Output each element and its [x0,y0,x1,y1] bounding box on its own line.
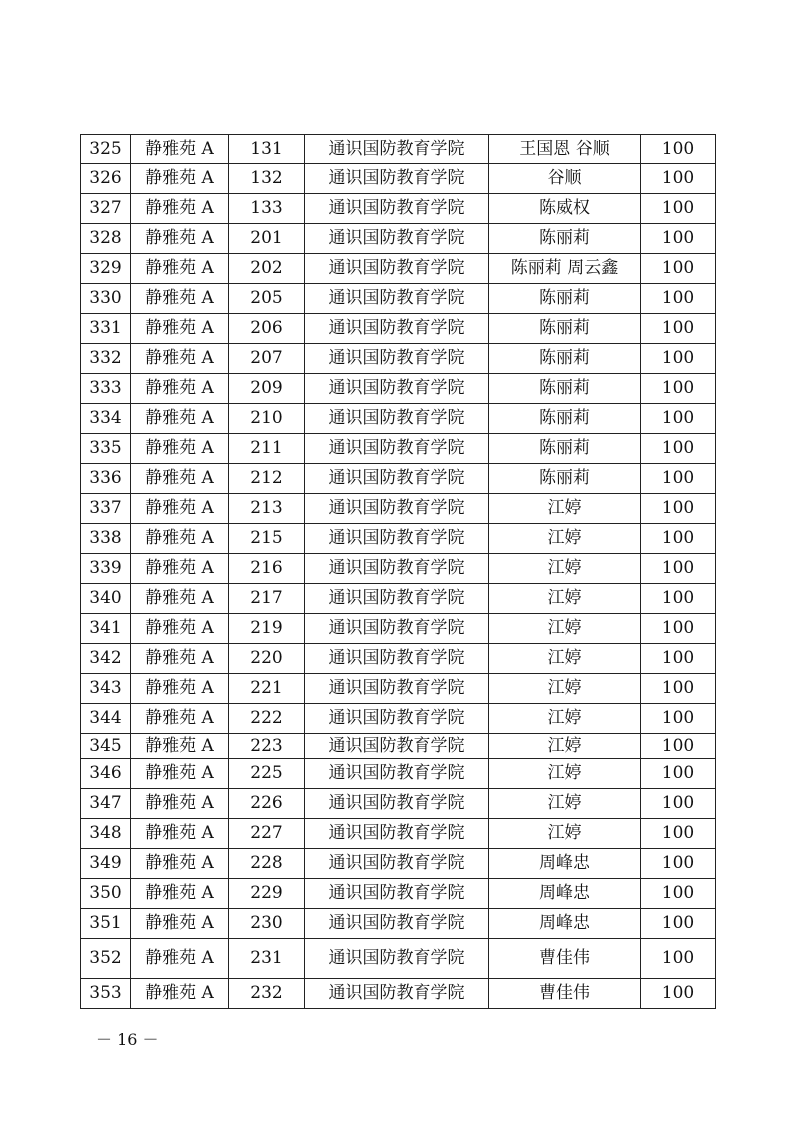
room-cell: 209 [229,374,305,404]
score-cell: 100 [641,254,716,284]
score-cell: 100 [641,644,716,674]
room-cell: 226 [229,789,305,819]
table-row [81,879,716,909]
room-cell: 222 [229,704,305,734]
name-cell: 江婷 [489,819,641,849]
table-row [81,734,716,759]
building-cell: 静雅苑 A [131,224,229,254]
seq-cell: 335 [81,434,131,464]
building-cell: 静雅苑 A [131,644,229,674]
table-row [81,614,716,644]
college-cell: 通识国防教育学院 [305,789,489,819]
room-cell: 223 [229,734,305,759]
table-row [81,939,716,979]
building-cell: 静雅苑 A [131,789,229,819]
room-cell: 131 [229,135,305,164]
score-cell: 100 [641,759,716,789]
name-cell: 江婷 [489,704,641,734]
table-row [81,464,716,494]
room-cell: 217 [229,584,305,614]
table-row [81,584,716,614]
room-cell: 216 [229,554,305,584]
score-cell: 100 [641,879,716,909]
room-cell: 132 [229,164,305,194]
name-cell: 江婷 [489,584,641,614]
college-cell: 通识国防教育学院 [305,254,489,284]
score-cell: 100 [641,374,716,404]
building-cell: 静雅苑 A [131,254,229,284]
table-row [81,434,716,464]
score-cell: 100 [641,135,716,164]
score-cell: 100 [641,344,716,374]
name-cell: 曹佳伟 [489,979,641,1009]
college-cell: 通识国防教育学院 [305,614,489,644]
college-cell: 通识国防教育学院 [305,704,489,734]
college-cell: 通识国防教育学院 [305,164,489,194]
room-cell: 206 [229,314,305,344]
building-cell: 静雅苑 A [131,284,229,314]
college-cell: 通识国防教育学院 [305,734,489,759]
table-row [81,674,716,704]
score-cell: 100 [641,554,716,584]
building-cell: 静雅苑 A [131,939,229,979]
seq-cell: 347 [81,789,131,819]
seq-cell: 330 [81,284,131,314]
college-cell: 通识国防教育学院 [305,644,489,674]
table-row [81,344,716,374]
room-cell: 230 [229,909,305,939]
college-cell: 通识国防教育学院 [305,909,489,939]
score-cell: 100 [641,224,716,254]
college-cell: 通识国防教育学院 [305,494,489,524]
score-cell: 100 [641,164,716,194]
building-cell: 静雅苑 A [131,554,229,584]
college-cell: 通识国防教育学院 [305,374,489,404]
name-cell: 陈丽莉 [489,224,641,254]
college-cell: 通识国防教育学院 [305,939,489,979]
building-cell: 静雅苑 A [131,909,229,939]
table-row [81,644,716,674]
score-cell: 100 [641,789,716,819]
name-cell: 江婷 [489,614,641,644]
seq-cell: 348 [81,819,131,849]
name-cell: 谷顺 [489,164,641,194]
score-cell: 100 [641,434,716,464]
room-cell: 220 [229,644,305,674]
seq-cell: 329 [81,254,131,284]
seq-cell: 339 [81,554,131,584]
table-row [81,554,716,584]
name-cell: 周峰忠 [489,849,641,879]
score-cell: 100 [641,584,716,614]
name-cell: 周峰忠 [489,909,641,939]
room-cell: 228 [229,849,305,879]
table-row [81,849,716,879]
seq-cell: 342 [81,644,131,674]
page-number: － 16 － [96,1030,159,1049]
name-cell: 陈丽莉 [489,404,641,434]
seq-cell: 351 [81,909,131,939]
college-cell: 通识国防教育学院 [305,344,489,374]
college-cell: 通识国防教育学院 [305,464,489,494]
college-cell: 通识国防教育学院 [305,879,489,909]
college-cell: 通识国防教育学院 [305,584,489,614]
building-cell: 静雅苑 A [131,879,229,909]
name-cell: 江婷 [489,759,641,789]
room-cell: 207 [229,344,305,374]
college-cell: 通识国防教育学院 [305,194,489,224]
table-row [81,704,716,734]
building-cell: 静雅苑 A [131,494,229,524]
table-row [81,524,716,554]
name-cell: 江婷 [489,644,641,674]
name-cell: 江婷 [489,554,641,584]
name-cell: 江婷 [489,789,641,819]
college-cell: 通识国防教育学院 [305,554,489,584]
table-row [81,909,716,939]
table-row [81,404,716,434]
name-cell: 陈丽莉 [489,464,641,494]
seq-cell: 343 [81,674,131,704]
score-cell: 100 [641,524,716,554]
seq-cell: 331 [81,314,131,344]
building-cell: 静雅苑 A [131,704,229,734]
seq-cell: 325 [81,135,131,164]
seq-cell: 353 [81,979,131,1009]
room-cell: 211 [229,434,305,464]
score-cell: 100 [641,464,716,494]
score-cell: 100 [641,404,716,434]
college-cell: 通识国防教育学院 [305,434,489,464]
room-cell: 215 [229,524,305,554]
seq-cell: 336 [81,464,131,494]
building-cell: 静雅苑 A [131,819,229,849]
score-cell: 100 [641,849,716,879]
name-cell: 江婷 [489,674,641,704]
score-cell: 100 [641,314,716,344]
seq-cell: 328 [81,224,131,254]
seq-cell: 326 [81,164,131,194]
room-cell: 232 [229,979,305,1009]
building-cell: 静雅苑 A [131,344,229,374]
table-row [81,494,716,524]
table-row [81,135,716,164]
score-cell: 100 [641,979,716,1009]
seq-cell: 340 [81,584,131,614]
name-cell: 王国恩 谷顺 [489,135,641,164]
table-row [81,284,716,314]
college-cell: 通识国防教育学院 [305,284,489,314]
building-cell: 静雅苑 A [131,194,229,224]
seq-cell: 337 [81,494,131,524]
name-cell: 陈丽莉 周云鑫 [489,254,641,284]
college-cell: 通识国防教育学院 [305,404,489,434]
seq-cell: 350 [81,879,131,909]
room-cell: 229 [229,879,305,909]
score-cell: 100 [641,674,716,704]
college-cell: 通识国防教育学院 [305,819,489,849]
college-cell: 通识国防教育学院 [305,759,489,789]
table-body [81,135,716,1009]
building-cell: 静雅苑 A [131,759,229,789]
table-row [81,164,716,194]
table-row [81,224,716,254]
room-cell: 225 [229,759,305,789]
name-cell: 陈丽莉 [489,434,641,464]
name-cell: 江婷 [489,734,641,759]
table-row [81,979,716,1009]
score-cell: 100 [641,704,716,734]
table-row [81,819,716,849]
seq-cell: 334 [81,404,131,434]
building-cell: 静雅苑 A [131,464,229,494]
score-cell: 100 [641,909,716,939]
name-cell: 陈威权 [489,194,641,224]
building-cell: 静雅苑 A [131,614,229,644]
table-row [81,374,716,404]
building-cell: 静雅苑 A [131,849,229,879]
seq-cell: 346 [81,759,131,789]
room-cell: 205 [229,284,305,314]
college-cell: 通识国防教育学院 [305,135,489,164]
building-cell: 静雅苑 A [131,524,229,554]
room-cell: 227 [229,819,305,849]
building-cell: 静雅苑 A [131,374,229,404]
table-row [81,789,716,819]
building-cell: 静雅苑 A [131,434,229,464]
college-cell: 通识国防教育学院 [305,314,489,344]
seq-cell: 349 [81,849,131,879]
college-cell: 通识国防教育学院 [305,674,489,704]
score-cell: 100 [641,734,716,759]
seq-cell: 345 [81,734,131,759]
score-cell: 100 [641,819,716,849]
college-cell: 通识国防教育学院 [305,224,489,254]
table-row [81,194,716,224]
seq-cell: 327 [81,194,131,224]
name-cell: 江婷 [489,524,641,554]
score-cell: 100 [641,284,716,314]
building-cell: 静雅苑 A [131,584,229,614]
room-cell: 210 [229,404,305,434]
seq-cell: 338 [81,524,131,554]
building-cell: 静雅苑 A [131,674,229,704]
building-cell: 静雅苑 A [131,404,229,434]
room-cell: 219 [229,614,305,644]
name-cell: 江婷 [489,494,641,524]
room-cell: 133 [229,194,305,224]
room-cell: 202 [229,254,305,284]
building-cell: 静雅苑 A [131,314,229,344]
college-cell: 通识国防教育学院 [305,524,489,554]
building-cell: 静雅苑 A [131,734,229,759]
name-cell: 陈丽莉 [489,314,641,344]
table-row [81,254,716,284]
score-cell: 100 [641,939,716,979]
seq-cell: 352 [81,939,131,979]
name-cell: 陈丽莉 [489,374,641,404]
room-cell: 231 [229,939,305,979]
seq-cell: 344 [81,704,131,734]
name-cell: 周峰忠 [489,879,641,909]
building-cell: 静雅苑 A [131,164,229,194]
name-cell: 陈丽莉 [489,344,641,374]
name-cell: 曹佳伟 [489,939,641,979]
seq-cell: 341 [81,614,131,644]
room-cell: 212 [229,464,305,494]
seq-cell: 332 [81,344,131,374]
table-row [81,759,716,789]
score-cell: 100 [641,614,716,644]
seq-cell: 333 [81,374,131,404]
building-cell: 静雅苑 A [131,979,229,1009]
table-row [81,314,716,344]
name-cell: 陈丽莉 [489,284,641,314]
score-cell: 100 [641,494,716,524]
score-cell: 100 [641,194,716,224]
data-table [80,134,716,1009]
room-cell: 221 [229,674,305,704]
room-cell: 213 [229,494,305,524]
college-cell: 通识国防教育学院 [305,849,489,879]
college-cell: 通识国防教育学院 [305,979,489,1009]
building-cell: 静雅苑 A [131,135,229,164]
room-cell: 201 [229,224,305,254]
